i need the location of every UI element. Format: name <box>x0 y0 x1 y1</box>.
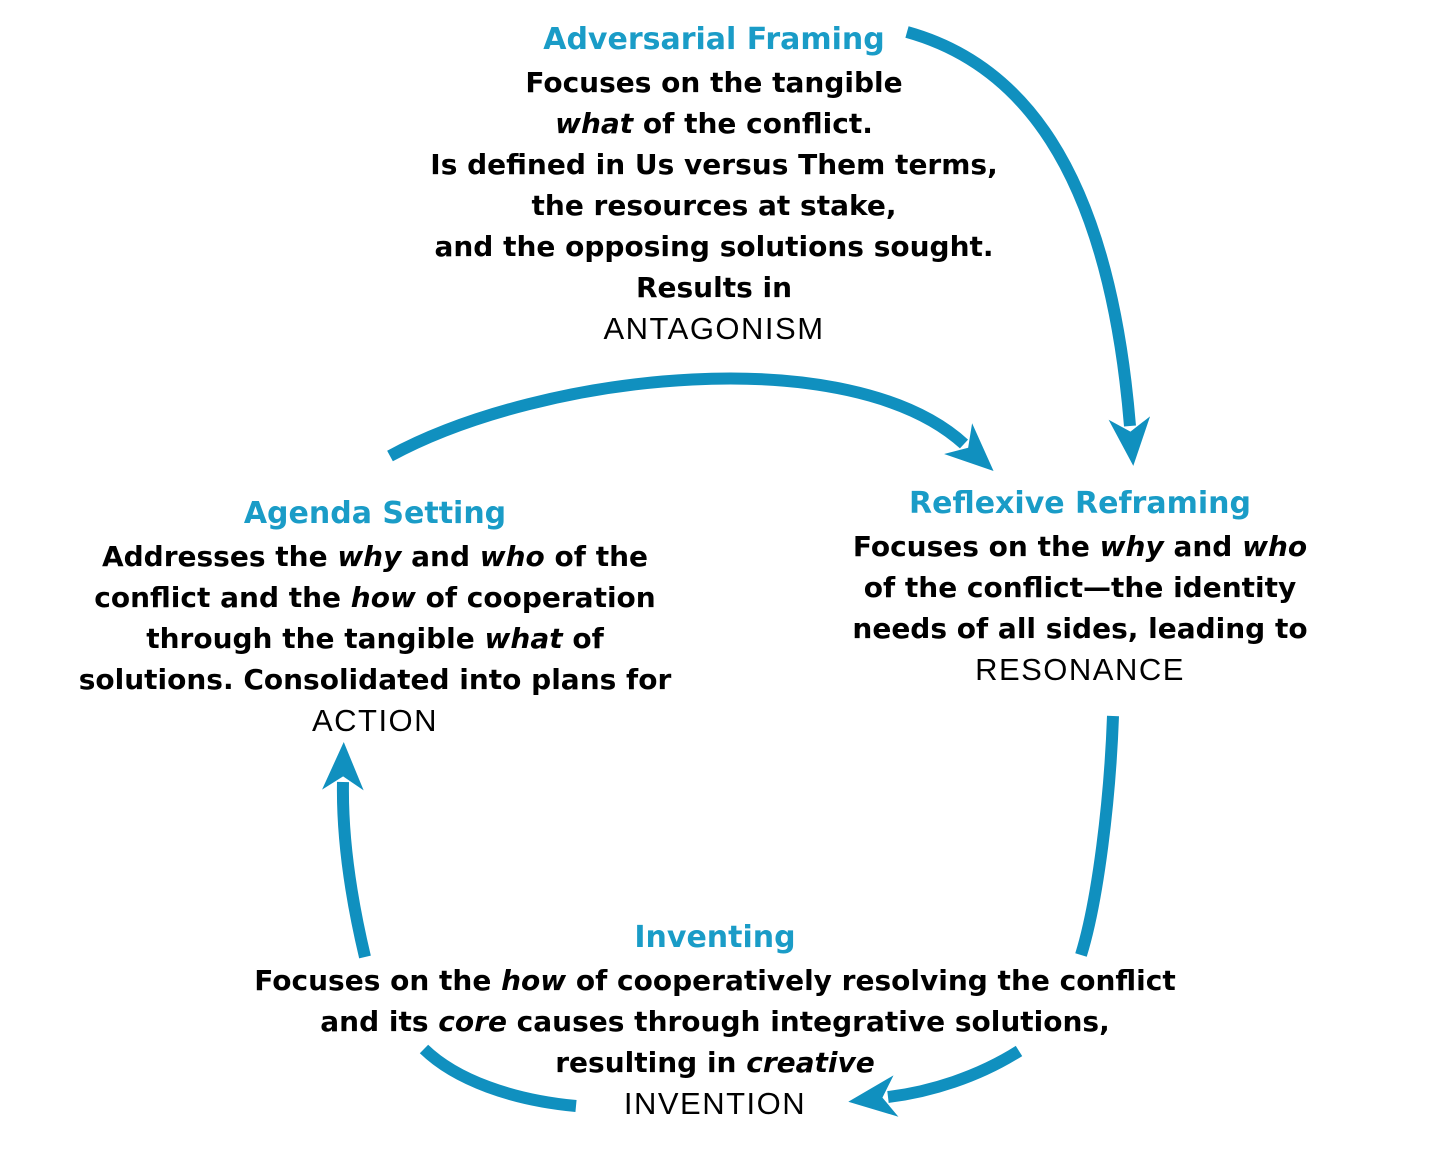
text-line <box>45 577 705 618</box>
text-line <box>215 960 1215 1001</box>
body-text: Focuses on the tangible <box>525 66 903 99</box>
text-line <box>810 608 1350 649</box>
body-text: creative <box>746 1046 875 1079</box>
body-text: Focuses on the <box>852 530 1100 563</box>
body-text: through the tangible <box>146 622 485 655</box>
body-text: why <box>1099 530 1164 563</box>
text-line <box>264 62 1164 103</box>
text-line <box>45 618 705 659</box>
body-text: solutions. Consolidated into plans for <box>78 663 672 696</box>
node-title-agenda-setting: Agenda Setting <box>243 496 507 531</box>
body-text: Focuses on the <box>254 964 502 997</box>
body-text: of cooperatively resolving the conflict <box>566 964 1176 997</box>
node-body-agenda-setting <box>45 536 705 742</box>
body-text: and the opposing solutions sought. <box>434 230 994 263</box>
node-agenda-setting <box>45 492 705 742</box>
body-text: the resources at stake, <box>531 189 897 222</box>
text-line <box>45 536 705 577</box>
keyword-text: ANTAGONISM <box>603 311 825 346</box>
body-text: how <box>501 964 567 997</box>
text-line <box>810 649 1350 691</box>
text-line <box>45 659 705 700</box>
body-text: how <box>350 581 416 614</box>
body-text: who <box>479 540 545 573</box>
text-line <box>264 185 1164 226</box>
node-inventing <box>215 916 1215 1125</box>
arrow-agenda-to-reflexive <box>390 379 964 456</box>
node-title-inventing: Inventing <box>634 920 796 955</box>
text-line <box>810 526 1350 567</box>
body-text: Results in <box>635 271 793 304</box>
keyword-text: INVENTION <box>623 1086 807 1121</box>
node-adversarial-framing <box>264 18 1164 350</box>
keyword-text: RESONANCE <box>975 652 1185 687</box>
body-text: who <box>1242 530 1308 563</box>
text-line <box>45 700 705 742</box>
body-text: Is defined in Us versus Them terms, <box>430 148 998 181</box>
node-body-adversarial-framing <box>264 62 1164 350</box>
text-line <box>264 226 1164 267</box>
body-text: and its <box>320 1005 439 1038</box>
body-text: resulting in <box>555 1046 747 1079</box>
node-reflexive-reframing <box>810 482 1350 691</box>
body-text: of <box>562 622 604 655</box>
body-text: and <box>1163 530 1243 563</box>
node-title-reflexive-reframing: Reflexive Reframing <box>909 486 1251 521</box>
text-line <box>264 267 1164 308</box>
text-line <box>215 1001 1215 1042</box>
text-line <box>264 144 1164 185</box>
body-text: of cooperation <box>415 581 656 614</box>
body-text: and <box>401 540 480 573</box>
node-body-reflexive-reframing <box>810 526 1350 691</box>
body-text: why <box>337 540 402 573</box>
body-text: Addresses the <box>101 540 338 573</box>
node-title-adversarial-framing: Adversarial Framing <box>543 22 885 57</box>
text-line <box>215 1083 1215 1125</box>
text-line <box>264 308 1164 350</box>
body-text: what <box>484 622 563 655</box>
text-line <box>810 567 1350 608</box>
body-text: causes through integrative solutions, <box>506 1005 1110 1038</box>
text-line <box>215 1042 1215 1083</box>
body-text: needs of all sides, leading to <box>852 612 1308 645</box>
node-body-inventing <box>215 960 1215 1125</box>
body-text: conflict and the <box>94 581 351 614</box>
text-line <box>264 103 1164 144</box>
body-text: of the conflict. <box>633 107 873 140</box>
body-text: what <box>555 107 634 140</box>
keyword-text: ACTION <box>311 703 439 738</box>
body-text: core <box>438 1005 507 1038</box>
body-text: of the conflict—the identity <box>863 571 1297 604</box>
body-text: of the <box>544 540 649 573</box>
